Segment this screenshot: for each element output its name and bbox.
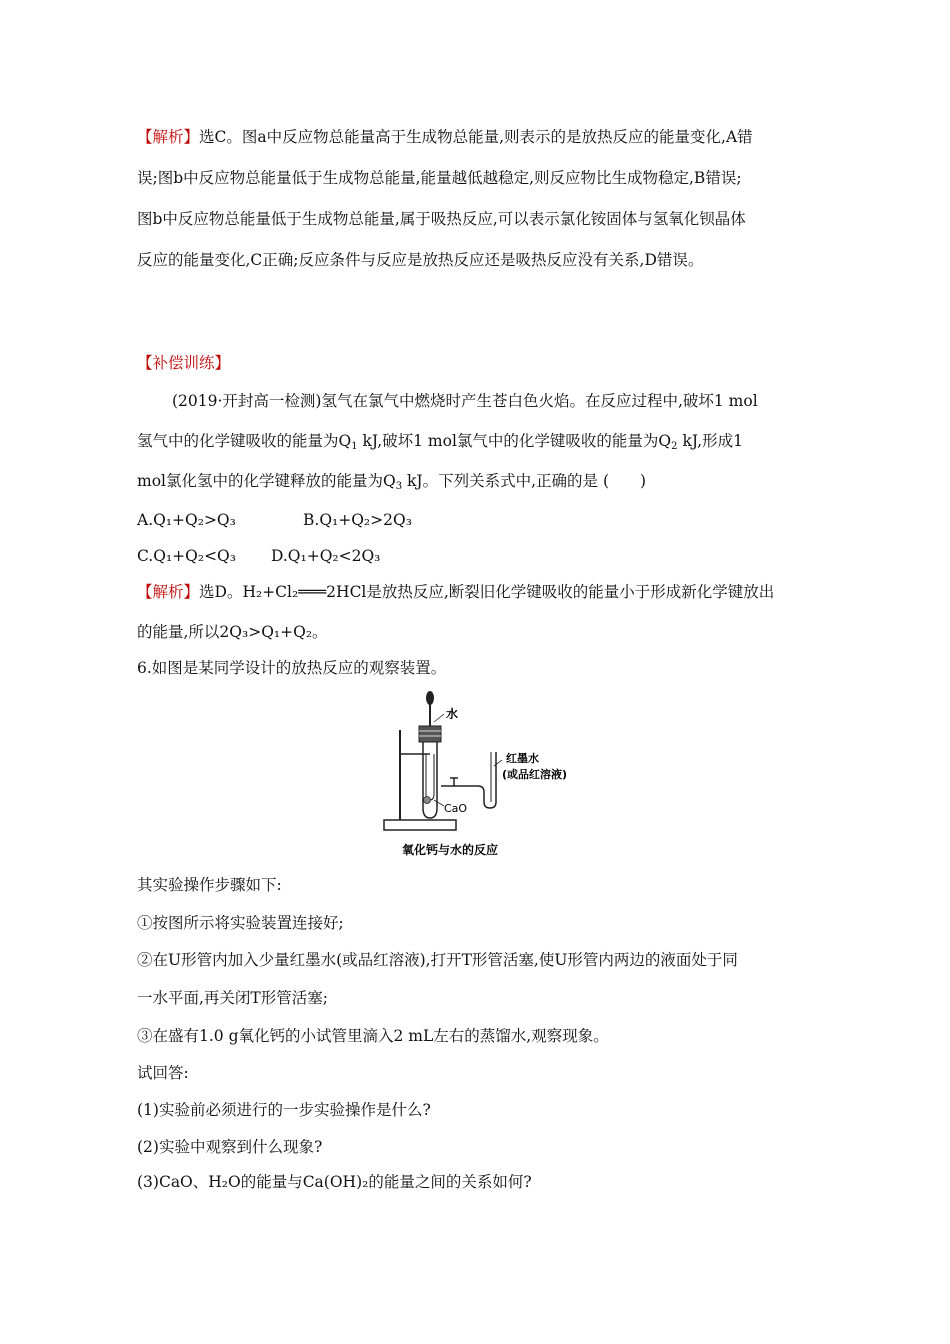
apparatus-diagram [378, 690, 598, 860]
apparatus-figure [378, 690, 598, 860]
label-cao: CaO [444, 802, 468, 815]
analysis-text: 选D。H₂+Cl₂═══2HCl是放热反应,断裂旧化学键吸收的能量小于形成新化学键放出 [199, 583, 775, 601]
analysis-text: 误;图b中反应物总能量低于生成物总能量,能量越低越稳定,则反应物比生成物稳定,B错误; [137, 169, 742, 187]
label-red-ink: 红墨水 [506, 752, 539, 765]
sub-question-2: (2)实验中观察到什么现象? [137, 1138, 323, 1156]
answer-prompt: 试回答: [137, 1064, 189, 1082]
option-d: D.Q₁+Q₂<2Q₃ [271, 547, 381, 565]
step-1: ①按图所示将实验装置连接好; [137, 914, 344, 932]
analysis-text: 的能量,所以2Q₃>Q₁+Q₂。 [137, 623, 328, 641]
label-red-ink-alt: (或品红溶液) [502, 768, 568, 781]
step-3: ③在盛有1.0 g氧化钙的小试管里滴入2 mL左右的蒸馏水,观察现象。 [137, 1027, 609, 1045]
analysis-tag: 【解析】 [137, 583, 200, 601]
analysis-paragraph-line [137, 127, 817, 147]
analysis-paragraph-line [137, 582, 817, 602]
question-6-title: 6.如图是某同学设计的放热反应的观察装置。 [137, 659, 447, 677]
steps-intro: 其实验操作步骤如下: [137, 876, 282, 894]
option-a: A.Q₁+Q₂>Q₃ [137, 511, 236, 529]
analysis-tag: 【解析】 [137, 128, 200, 146]
label-water: 水 [446, 707, 459, 721]
analysis-text: 反应的能量变化,C正确;反应条件与反应是放热反应还是吸热反应没有关系,D错误。 [137, 251, 704, 269]
option-b: B.Q₁+Q₂>2Q₃ [303, 511, 412, 529]
analysis-text: 图b中反应物总能量低于生成物总能量,属于吸热反应,可以表示氯化铵固体与氢氧化钡晶体 [137, 210, 746, 228]
analysis-text: 选C。图a中反应物总能量高于生成物总能量,则表示的是放热反应的能量变化,A错 [199, 128, 753, 146]
step-2-continued: 一水平面,再关闭T形管活塞; [137, 989, 328, 1007]
supplement-question: mol氯化氢中的化学键释放的能量为$Q_3$ kJ。下列关系式中,正确的是 ( ) [137, 472, 647, 492]
supplement-title: 【补偿训练】 [137, 354, 231, 372]
sub-question-1: (1)实验前必须进行的一步实验操作是什么? [137, 1101, 431, 1119]
sub-question-3: (3)CaO、H₂O的能量与Ca(OH)₂的能量之间的关系如何? [137, 1173, 532, 1191]
supplement-question: (2019·开封高一检测)氢气在氯气中燃烧时产生苍白色火焰。在反应过程中,破坏1 mol [172, 392, 758, 410]
figure-caption: 氧化钙与水的反应 [402, 843, 499, 857]
supplement-question: 氢气中的化学键吸收的能量为$Q_1$ kJ,破坏1 mol氯气中的化学键吸收的能量为$Q_2$ kJ,形成1 [137, 432, 743, 452]
option-c: C.Q₁+Q₂<Q₃ [137, 547, 236, 565]
step-2: ②在U形管内加入少量红墨水(或品红溶液),打开T形管活塞,使U形管内两边的液面处于同 [137, 951, 738, 969]
